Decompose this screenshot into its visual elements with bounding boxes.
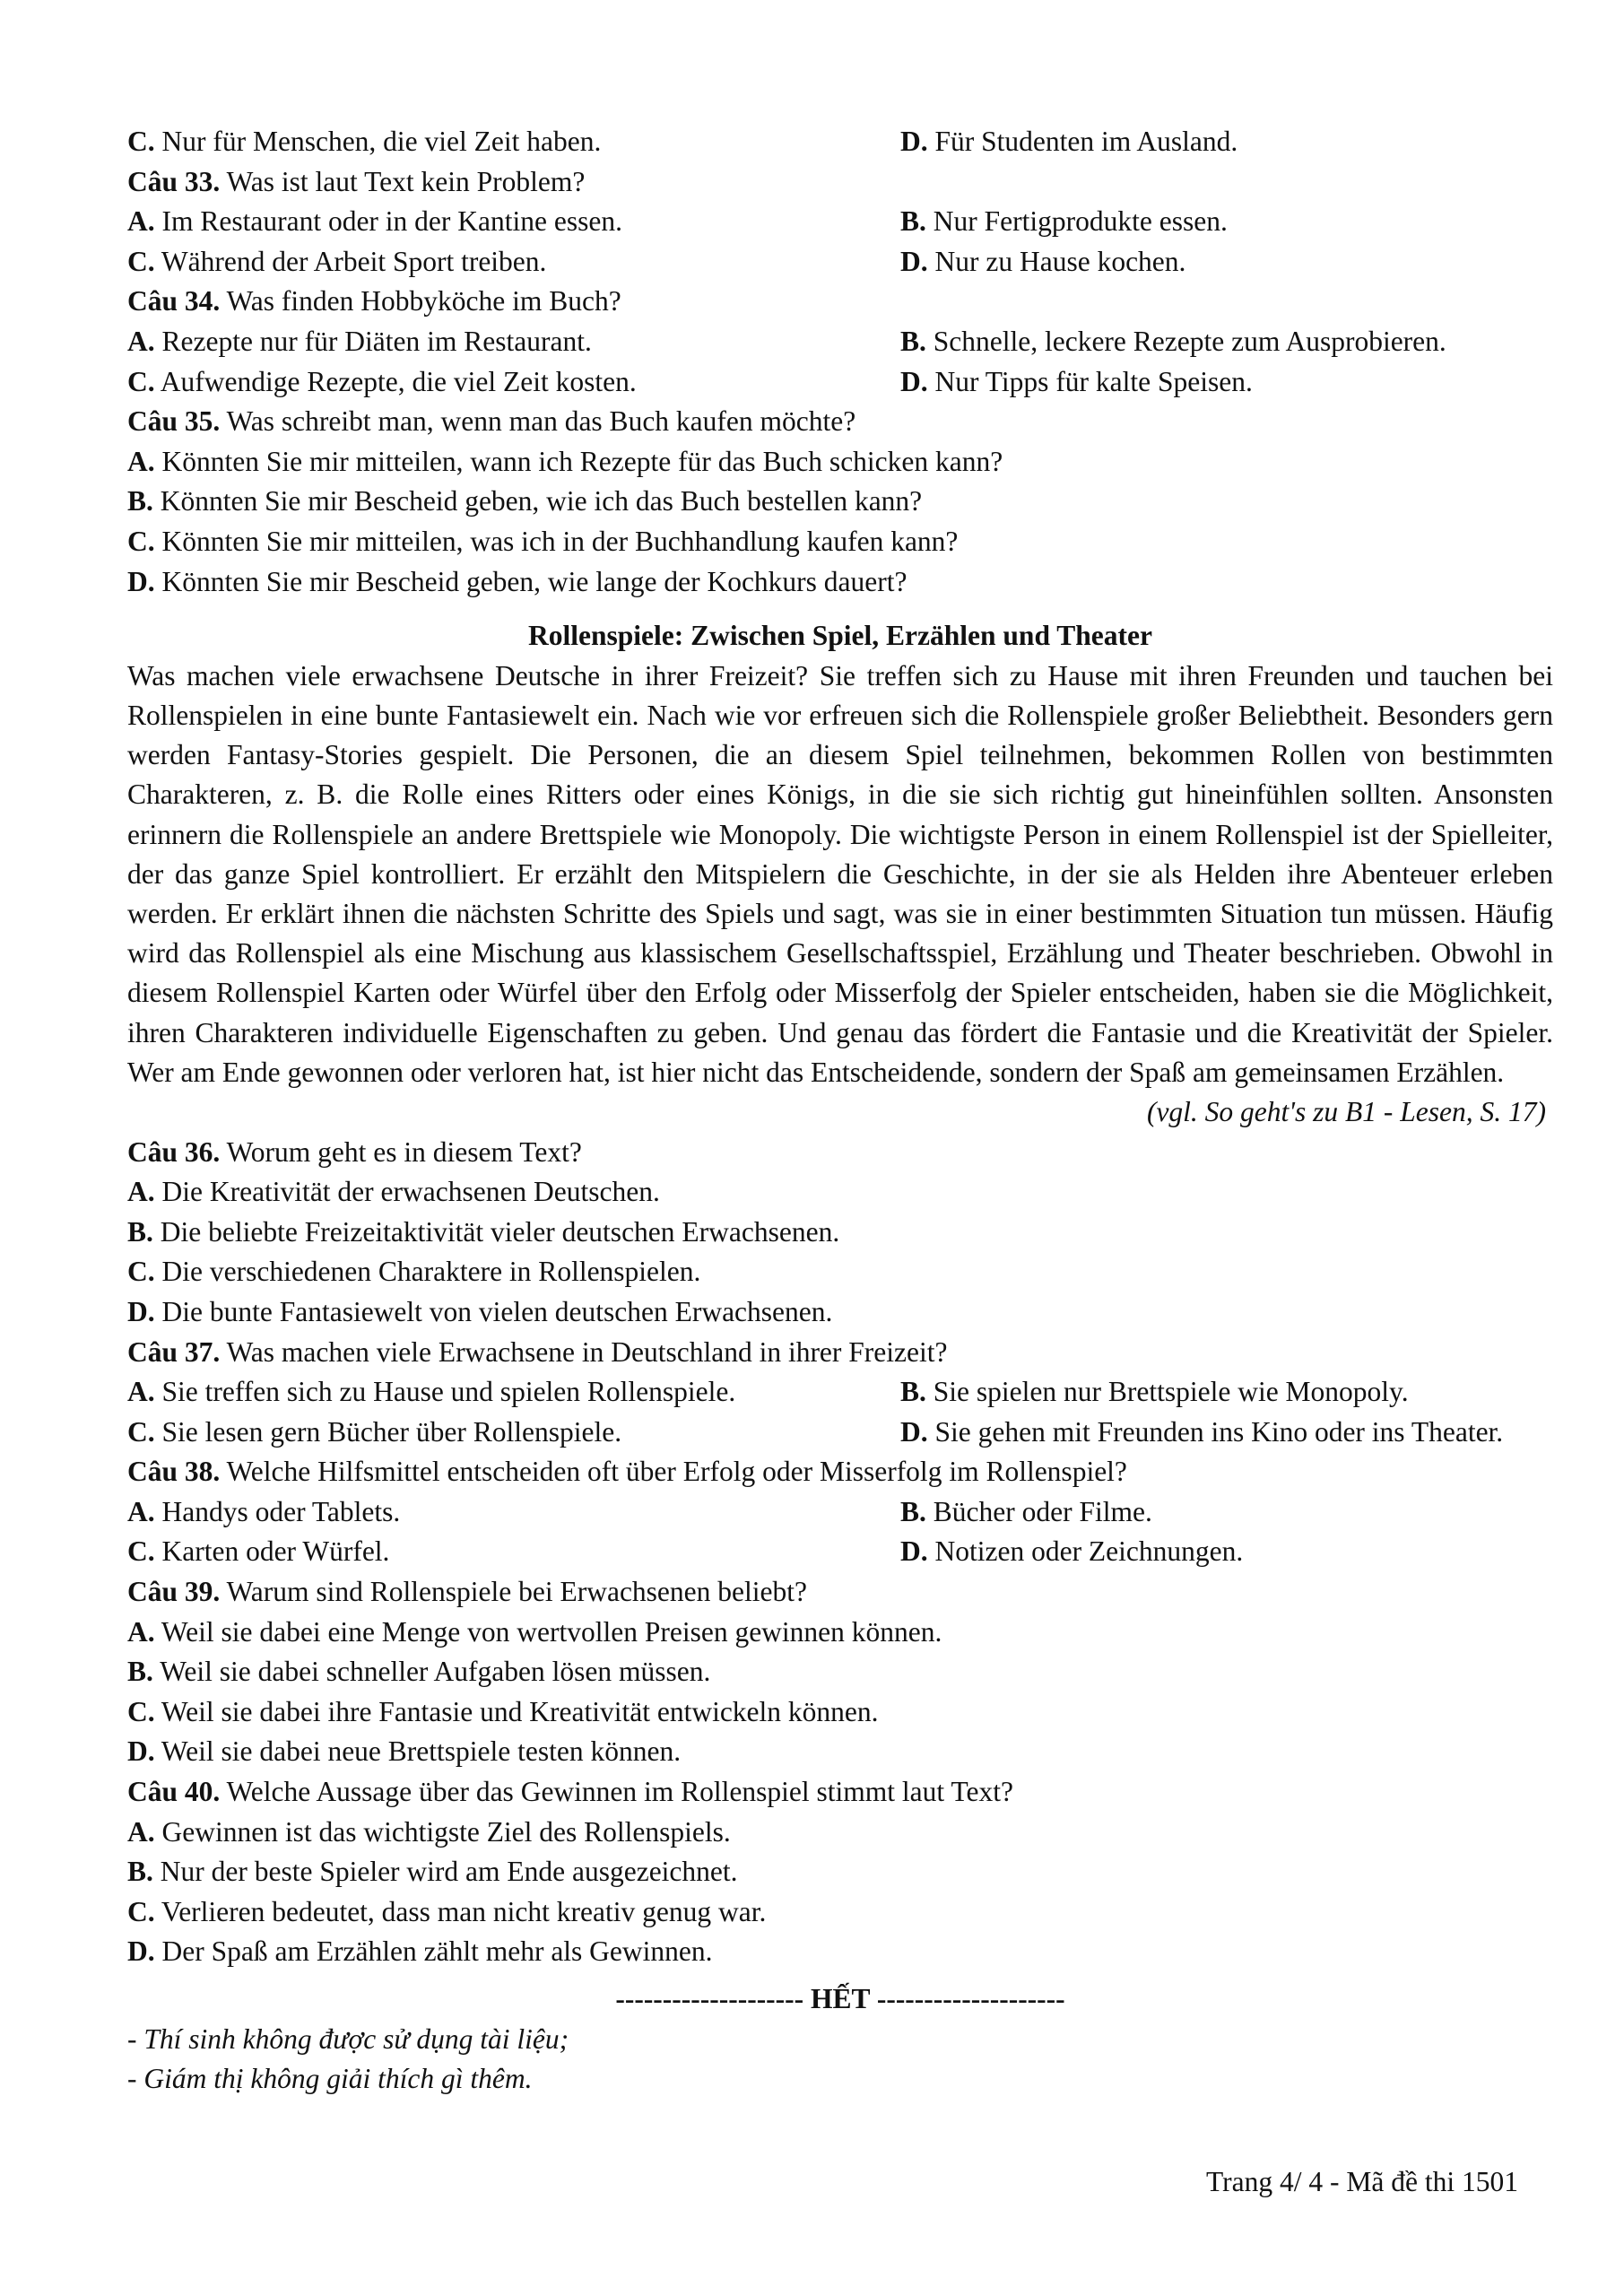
option-c: C. Aufwendige Rezepte, die viel Zeit kosten. (127, 365, 637, 397)
option-d: D. Nur Tipps für kalte Speisen. (900, 365, 1253, 397)
option-row (127, 1413, 1553, 1453)
option-c: C. Weil sie dabei ihre Fantasie und Kreativität entwickeln können. (127, 1695, 879, 1727)
option-d: D. Sie gehen mit Freunden ins Kino oder ins Theater. (900, 1415, 1504, 1448)
option-b: B. Bücher oder Filme. (900, 1495, 1152, 1527)
option-row (127, 1492, 1553, 1533)
option-d: D. Die bunte Fantasiewelt von vielen deutschen Erwachsenen. (127, 1295, 833, 1327)
option-row (127, 362, 1553, 403)
option-d: D. Könnten Sie mir Bescheid geben, wie lange der Kochkurs dauert? (127, 565, 908, 597)
end-marker: -------------------- HẾT -------------------- (615, 1983, 1065, 2015)
exam-note: - Giám thị không giải thích gì thêm. (127, 2063, 533, 2095)
option-row (127, 322, 1553, 362)
option-d: D. Notizen oder Zeichnungen. (900, 1535, 1244, 1568)
option-a: A. Sie treffen sich zu Hause und spielen Rollenspiele. (127, 1376, 736, 1408)
option-c: C. Karten oder Würfel. (127, 1535, 390, 1568)
passage-title: Rollenspiele: Zwischen Spiel, Erzählen und Theater (528, 620, 1152, 652)
option-a: A. Weil sie dabei eine Menge von wertvollen Preisen gewinnen können. (127, 1615, 942, 1648)
option-b: B. Die beliebte Freizeitaktivität vieler deutschen Erwachsenen. (127, 1215, 840, 1248)
option-b: B. Schnelle, leckere Rezepte zum Ausprobieren. (900, 325, 1446, 357)
page-footer: Trang 4/ 4 - Mã đề thi 1501 (1206, 2166, 1518, 2197)
option-row (127, 1372, 1553, 1413)
option-b: B. Weil sie dabei schneller Aufgaben lösen müssen. (127, 1656, 711, 1688)
option-a: A. Im Restaurant oder in der Kantine essen. (127, 205, 622, 238)
option-c: C. Nur für Menschen, die viel Zeit haben. (127, 126, 602, 157)
passage-body: Was machen viele erwachsene Deutsche in ihrer Freizeit? Sie treffen sich zu Hause mit ihren Freunden und tauchen bei Rollenspielen in eine bunte Fantasiewelt ein. Nach wie vor erfreuen sich die Rollenspiele großer Beliebtheit. Besonders gern werden Fantasy-Stories gespielt. Die Personen, die an diesem Spiel teilnehmen, bekommen Rollen von bestimmten Charakteren, z. B. die Rolle eines Ritters oder eines Königs, in die sie sich richtig gut hineinfühlen sollten. Ansonsten erinnern die Rollenspiele an andere Brettspiele wie Monopoly. Die wichtigste Person in einem Rollenspiel ist der Spielleiter, der das ganze Spiel kontrolliert. Er erzählt den Mitspielern die Geschichte, in der sie als Helden ihre Abenteuer erleben werden. Er erklärt ihnen die nächsten Schritte des Spiels und sagt, was sie in einer bestimmten Situation tun müssen. Häufig wird das Rollenspiel als eine Mischung aus klassischem Gesellschaftsspiel, Erzählung und Theater beschrieben. Obwohl in diesem Rollenspiel Karten oder Würfel über den Erfolg oder Misserfolg der Spieler entscheiden, haben sie die Möglichkeit, ihren Charakteren individuelle Eigenschaften zu geben. Und genau das fördert die Fantasie und die Kreativität der Spieler. Wer am Ende gewonnen oder verloren hat, ist hier nicht das Entscheidende, sondern der Spaß am gemeinsamen Erzählen. (127, 659, 1553, 1088)
option-a: A. Die Kreativität der erwachsenen Deutschen. (127, 1176, 660, 1208)
exam-page (127, 122, 1553, 2100)
option-row (127, 1532, 1553, 1572)
option-d: D. Nur zu Hause kochen. (900, 245, 1186, 277)
option-a: A. Handys oder Tablets. (127, 1495, 401, 1527)
question-38: Câu 38. Welche Hilfsmittel entscheiden oft über Erfolg oder Misserfolg im Rollenspiel? (127, 1456, 1127, 1488)
question-39: Câu 39. Warum sind Rollenspiele bei Erwachsenen beliebt? (127, 1576, 807, 1608)
question-35: Câu 35. Was schreibt man, wenn man das Buch kaufen möchte? (127, 405, 856, 438)
option-d: D. Der Spaß am Erzählen zählt mehr als Gewinnen. (127, 1935, 713, 1968)
option-row (127, 202, 1553, 242)
option-d: D. Für Studenten im Ausland. (900, 126, 1238, 157)
question-34: Câu 34. Was finden Hobbyköche im Buch? (127, 285, 621, 317)
option-a: A. Gewinnen ist das wichtigste Ziel des Rollenspiels. (127, 1815, 731, 1848)
option-d: D. Weil sie dabei neue Brettspiele testen können. (127, 1735, 682, 1768)
option-c: C. Die verschiedenen Charaktere in Rollenspielen. (127, 1256, 701, 1288)
option-c: C. Könnten Sie mir mitteilen, was ich in der Buchhandlung kaufen kann? (127, 525, 959, 557)
option-b: B. Nur Fertigprodukte essen. (900, 205, 1228, 238)
option-b: B. Nur der beste Spieler wird am Ende ausgezeichnet. (127, 1856, 738, 1888)
question-36: Câu 36. Worum geht es in diesem Text? (127, 1135, 582, 1168)
option-c: C. Sie lesen gern Bücher über Rollenspiele. (127, 1415, 622, 1448)
option-b: B. Sie spielen nur Brettspiele wie Monopoly. (900, 1376, 1409, 1408)
question-33: Câu 33. Was ist laut Text kein Problem? (127, 165, 586, 197)
option-a: A. Rezepte nur für Diäten im Restaurant. (127, 325, 592, 357)
option-row (127, 242, 1553, 283)
option-c: C. Während der Arbeit Sport treiben. (127, 245, 547, 277)
option-row (127, 122, 1553, 162)
option-c: C. Verlieren bedeutet, dass man nicht kreativ genug war. (127, 1895, 767, 1927)
question-37: Câu 37. Was machen viele Erwachsene in Deutschland in ihrer Freizeit? (127, 1335, 948, 1368)
option-b: B. Könnten Sie mir Bescheid geben, wie ich das Buch bestellen kann? (127, 485, 923, 517)
option-a: A. Könnten Sie mir mitteilen, wann ich Rezepte für das Buch schicken kann? (127, 445, 1003, 477)
question-40: Câu 40. Welche Aussage über das Gewinnen im Rollenspiel stimmt laut Text? (127, 1776, 1013, 1808)
exam-note: - Thí sinh không được sử dụng tài liệu; (127, 2022, 569, 2055)
passage-source: (vgl. So geht's zu B1 - Lesen, S. 17) (1146, 1095, 1546, 1127)
